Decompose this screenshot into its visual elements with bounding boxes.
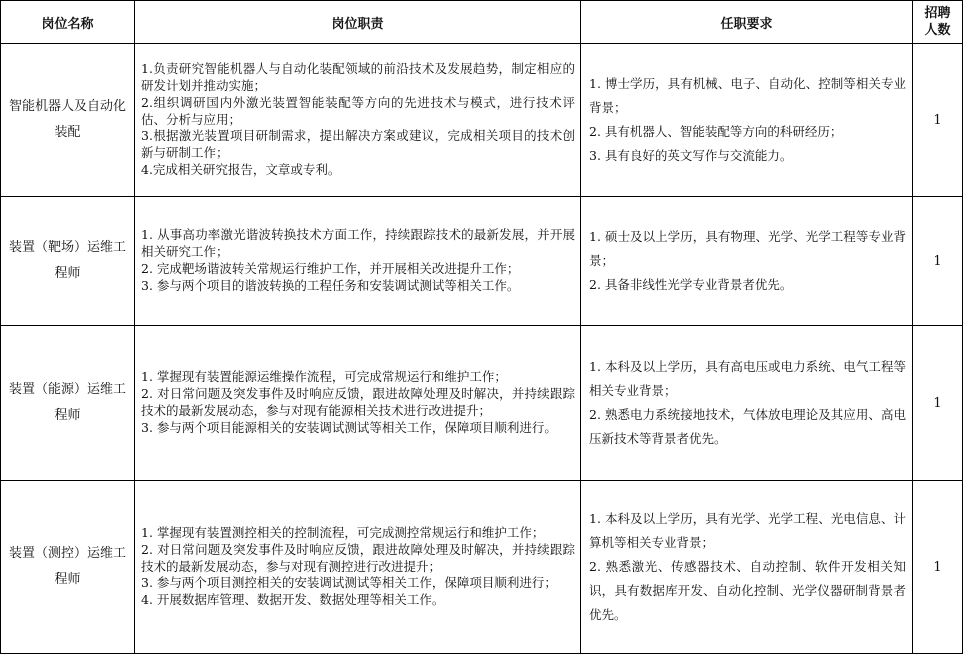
table-row [1, 326, 963, 481]
headcount: 1 [913, 481, 963, 654]
position-name: 装置（靶场）运维工程师 [1, 197, 135, 326]
table-row [1, 481, 963, 654]
requirement-item: 3. 具有良好的英文写作与交流能力。 [589, 148, 793, 163]
duty-item: 3. 参与两个项目测控相关的安装调试测试等相关工作，保障项目顺利进行； [141, 575, 557, 591]
duty-item: 1. 从事高功率激光谐波转换技术方面工作，持续跟踪技术的最新发展，并开展相关研究工作； [141, 227, 575, 260]
duty-item: 1. 掌握现有装置测控相关的控制流程，可完成测控常规运行和维护工作； [141, 525, 545, 540]
requirements-cell [581, 481, 913, 654]
duty-item: 3. 参与两个项目的谐波转换的工程任务和安装调试测试等相关工作。 [141, 277, 520, 293]
table-row [1, 197, 963, 326]
requirement-item: 1. 博士学历，具有机械、电子、自动化、控制等相关专业背景； [589, 76, 906, 115]
duties-cell [135, 44, 581, 197]
table-row [1, 44, 963, 197]
requirement-item: 1. 硕士及以上学历，具有物理、光学、光学工程等专业背景； [589, 229, 906, 268]
duty-item: 2. 对日常问题及突发事件及时响应反馈，跟进故障处理及时解决，并持续跟踪技术的最新发展动态，参与对现有测控进行改进提升； [141, 541, 575, 574]
requirements-cell [581, 197, 913, 326]
requirement-item: 1. 本科及以上学历，具有高电压或电力系统、电气工程等相关专业背景； [589, 359, 906, 398]
header-headcount-line1: 招聘 [924, 6, 951, 21]
requirement-item: 2. 具有机器人、智能装配等方向的科研经历； [589, 124, 843, 139]
requirement-item: 2. 熟悉电力系统接地技术，气体放电理论及其应用、高电压新技术等背景者优先。 [589, 407, 906, 446]
duty-item: 2. 完成靶场谐波转关常规运行维护工作，并开展相关改进提升工作； [141, 261, 520, 276]
duties-cell [135, 326, 581, 481]
duties-cell [135, 197, 581, 326]
duty-item: 4. 开展数据库管理、数据开发、数据处理等相关工作。 [141, 592, 445, 608]
requirement-item: 1. 本科及以上学历，具有光学、光学工程、光电信息、计算机等相关专业背景； [589, 511, 906, 550]
header-row [1, 1, 963, 44]
header-position-name: 岗位名称 [1, 1, 135, 44]
duty-item: 2. 对日常问题及突发事件及时响应反馈，跟进故障处理及时解决，并持续跟踪技术的最新发展动态，参与对现有能源相关技术进行改进提升； [141, 386, 575, 418]
duties-cell [135, 481, 581, 654]
duty-item: 4.完成相关研究报告，文章或专利。 [141, 161, 341, 177]
header-headcount-line2: 人数 [924, 23, 951, 38]
headcount: 1 [913, 44, 963, 197]
duty-item: 1. 掌握现有装置能源运维操作流程，可完成常规运行和维护工作； [141, 369, 507, 385]
header-duties: 岗位职责 [135, 1, 581, 44]
duty-item: 1.负责研究智能机器人与自动化装配领域的前沿技术及发展趋势，制定相应的研发计划并推动实施； [141, 61, 575, 93]
header-requirements: 任职要求 [581, 1, 913, 44]
header-headcount [913, 1, 963, 44]
position-name: 装置（测控）运维工程师 [1, 481, 135, 654]
duty-item: 3. 参与两个项目能源相关的安装调试测试等相关工作，保障项目顺利进行。 [141, 419, 557, 435]
position-name: 智能机器人及自动化装配 [1, 44, 135, 197]
requirement-item: 2. 熟悉激光、传感器技术、自动控制、软件开发相关知识，具有数据库开发、自动化控制、光学仪器研制背景者优先。 [589, 559, 906, 622]
duty-item: 3.根据激光装置项目研制需求，提出解决方案或建议，完成相关项目的技术创新与研制工作； [141, 128, 575, 161]
requirements-cell [581, 44, 913, 197]
headcount: 1 [913, 197, 963, 326]
requirement-item: 2. 具备非线性光学专业背景者优先。 [589, 277, 793, 292]
position-name: 装置（能源）运维工程师 [1, 326, 135, 481]
duty-item: 2.组织调研国内外激光装置智能装配等方向的先进技术与模式，进行技术评估、分析与应用； [141, 94, 575, 127]
headcount: 1 [913, 326, 963, 481]
requirements-cell [581, 326, 913, 481]
